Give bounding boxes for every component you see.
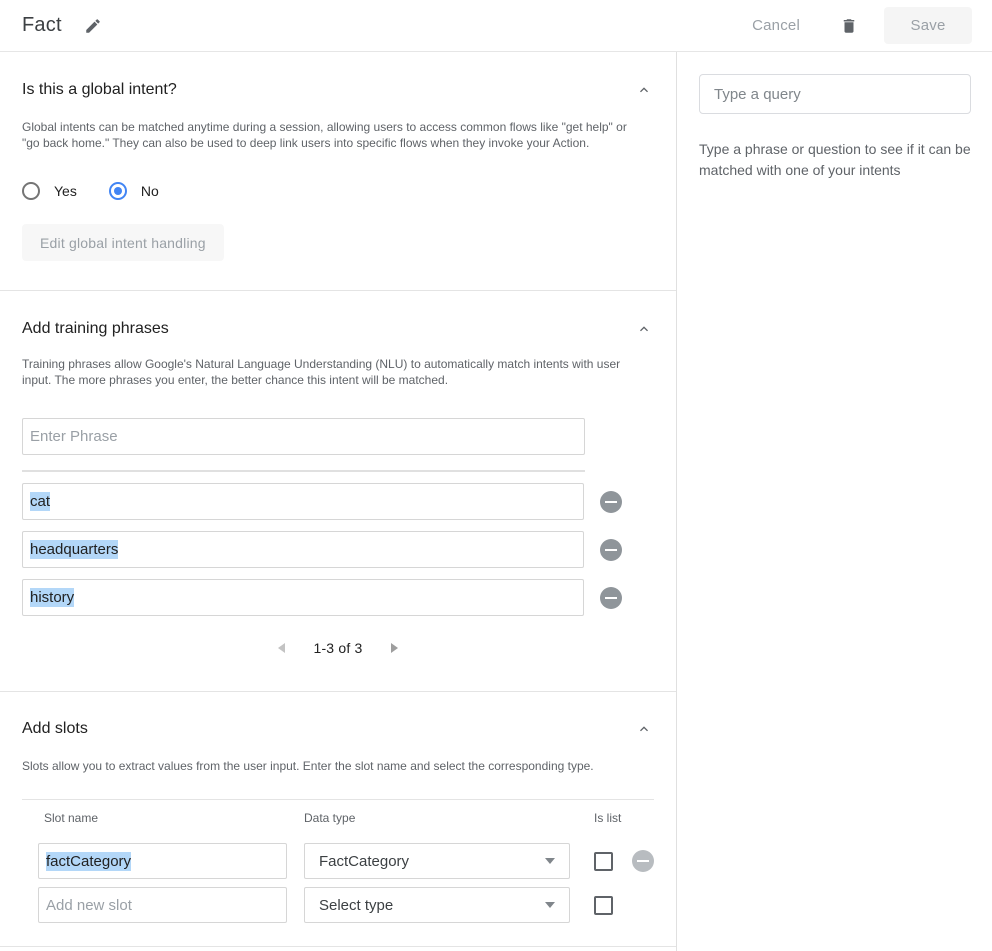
phrase-row — [22, 579, 654, 616]
pagination-label: 1-3 of 3 — [313, 640, 363, 656]
pagination-prev-icon[interactable] — [278, 643, 285, 653]
phrase-row — [22, 483, 654, 520]
delete-intent-button[interactable] — [840, 16, 858, 36]
global-intent-section — [0, 52, 676, 291]
radio-yes-label: Yes — [54, 183, 77, 199]
data-type-value: FactCategory — [319, 852, 410, 870]
header-bar — [0, 0, 992, 52]
remove-slot-button[interactable] — [632, 850, 654, 872]
remove-phrase-button[interactable] — [600, 491, 622, 513]
test-query-input[interactable] — [699, 74, 971, 114]
radio-yes-icon[interactable] — [22, 182, 40, 200]
radio-option-yes[interactable] — [22, 182, 77, 200]
training-phrases-section — [0, 291, 676, 692]
slot-table-header — [22, 800, 654, 835]
test-query-panel — [677, 52, 992, 951]
slot-row — [22, 887, 654, 923]
is-list-checkbox[interactable] — [594, 852, 613, 871]
column-header-data-type: Data type — [304, 811, 356, 825]
slots-section — [0, 692, 676, 947]
slot-row — [22, 843, 654, 879]
radio-no-label: No — [140, 183, 159, 199]
chevron-up-icon — [636, 82, 652, 98]
select-type-dropdown[interactable] — [304, 887, 570, 923]
add-new-slot-input[interactable] — [38, 887, 287, 923]
training-phrases-description: Training phrases allow Google's Natural Language Understanding (NLU) to automatically match intents with user input. The more phrases you enter, the better chance this intent will be matched. — [22, 357, 621, 387]
phrase-input[interactable] — [22, 531, 584, 568]
global-intent-heading: Is this a global intent? — [22, 81, 177, 98]
pagination-next-icon[interactable] — [391, 643, 398, 653]
select-type-value: Select type — [319, 896, 394, 914]
intent-form-panel — [0, 52, 677, 951]
column-header-is-list: Is list — [594, 811, 622, 825]
enter-phrase-input[interactable] — [22, 418, 585, 455]
save-button[interactable]: Save — [884, 7, 972, 44]
phrase-pagination — [0, 640, 676, 656]
column-header-slot-name: Slot name — [44, 811, 99, 825]
global-intent-description: Global intents can be matched anytime during a session, allowing users to access common flows like "get help" or "go back home." They can also be used to deep link users into specific flows when they invoke your Action. — [22, 120, 627, 150]
page-title: Fact — [22, 14, 62, 36]
pencil-icon — [84, 17, 102, 35]
remove-phrase-button[interactable] — [600, 587, 622, 609]
collapse-slots-button[interactable] — [634, 719, 654, 739]
collapse-global-intent-button[interactable] — [634, 80, 654, 100]
header-actions — [752, 7, 972, 44]
slot-name-input[interactable] — [38, 843, 287, 879]
phrase-input[interactable] — [22, 483, 584, 520]
phrase-text: history — [30, 589, 75, 606]
is-list-checkbox[interactable] — [594, 896, 613, 915]
phrase-row — [22, 531, 654, 568]
collapse-training-phrases-button[interactable] — [634, 319, 654, 339]
data-type-dropdown[interactable] — [304, 843, 570, 879]
slots-heading: Add slots — [22, 720, 88, 737]
edit-title-button[interactable] — [84, 17, 102, 35]
dropdown-arrow-icon — [545, 858, 555, 864]
remove-phrase-button[interactable] — [600, 539, 622, 561]
radio-option-no[interactable] — [109, 182, 159, 200]
dropdown-arrow-icon — [545, 902, 555, 908]
slots-description: Slots allow you to extract values from the user input. Enter the slot name and select the corresponding type. — [22, 759, 594, 773]
chevron-up-icon — [636, 321, 652, 337]
edit-global-intent-handling-button[interactable]: Edit global intent handling — [22, 224, 224, 261]
cancel-button[interactable]: Cancel — [752, 17, 800, 34]
training-phrases-heading: Add training phrases — [22, 320, 169, 337]
global-intent-radio-group — [22, 182, 676, 200]
slot-name-text: factCategory — [46, 852, 132, 870]
phrase-text: cat — [30, 493, 51, 510]
phrase-input[interactable] — [22, 579, 584, 616]
radio-no-icon[interactable] — [109, 182, 127, 200]
chevron-up-icon — [636, 721, 652, 737]
test-query-helper-text: Type a phrase or question to see if it can be matched with one of your intents — [699, 141, 971, 178]
trash-icon — [840, 16, 858, 36]
phrase-list-divider — [22, 470, 585, 472]
phrase-text: headquarters — [30, 541, 119, 558]
